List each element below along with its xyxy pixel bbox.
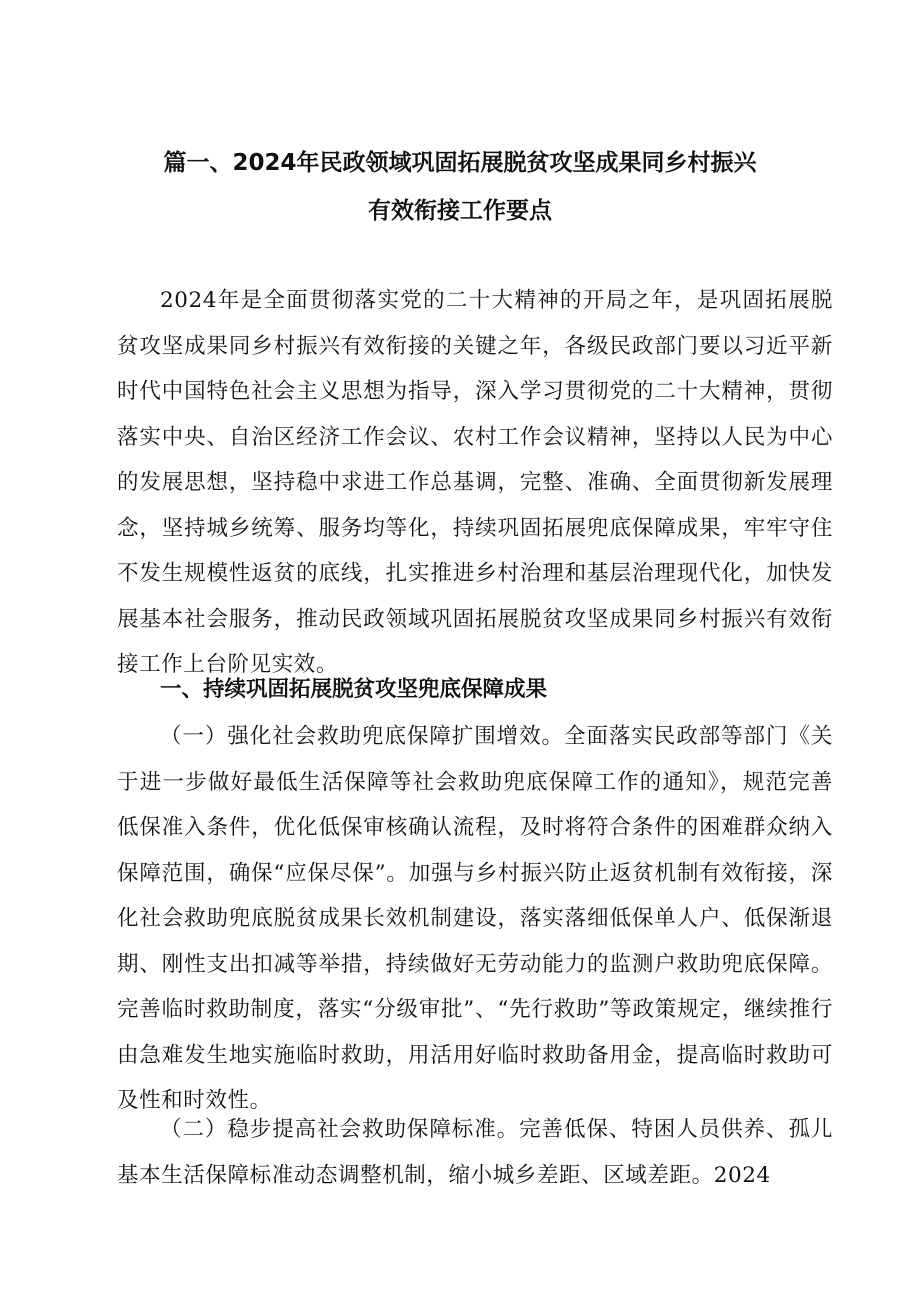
document-title-line-2: 有效衔接工作要点 — [368, 198, 552, 224]
document-title-line-1: 篇一、2024年民政领域巩固拓展脱贫攻坚成果同乡村振兴 — [163, 150, 757, 176]
intro-paragraph: 2024年是全面贯彻落实党的二十大精神的开局之年，是巩固拓展脱贫攻坚成果同乡村振兴有效衔接的关键之年，各级民政部门要以习近平新时代中国特色社会主义思想为指导，深入学习贯彻党的二十大精神，贯彻落实中央、自治区经济工作会议、农村工作会议精神，坚持以人民为中心的发展思想，坚持稳中求进工作总基调，完整、准确、全面贯彻新发展理念，坚持城乡统筹、服务均等化，持续巩固拓展兜底保障成果，牢牢守住不发生规模性返贫的底线，扎实推进乡村治理和基层治理现代化，加快发展基本社会服务，推动民政领域巩固拓展脱贫攻坚成果同乡村振兴有效衔接工作上台阶见实效。 — [117, 288, 833, 677]
item-1-paragraph: （一）强化社会救助兜底保障扩围增效。全面落实民政部等部门《关于进一步做好最低生活保障等社会救助兜底保障工作的通知》，规范完善低保准入条件，优化低保审核确认流程，及时将符合条件的困难群众纳入保障范围，确保“应保尽保”。加强与乡村振兴防止返贫机制有效衔接，深化社会救助兜底脱贫成果长效机制建设，落实落细低保单人户、低保渐退期、刚性支出扣减等举措，持续做好无劳动能力的监测户救助兜底保障。完善临时救助制度，落实“分级审批”、“先行救助”等政策规定，继续推行由急难发生地实施临时救助，用活用好临时救助备用金，提高临时救助可及性和时效性。 — [117, 724, 833, 1113]
section-heading-1: 一、持续巩固拓展脱贫攻坚兜底保障成果 — [160, 677, 548, 702]
item-2-paragraph: （二）稳步提高社会救助保障标准。完善低保、特困人员供养、孤儿基本生活保障标准动态调整机制，缩小城乡差距、区域差距。2024 — [117, 1117, 833, 1188]
